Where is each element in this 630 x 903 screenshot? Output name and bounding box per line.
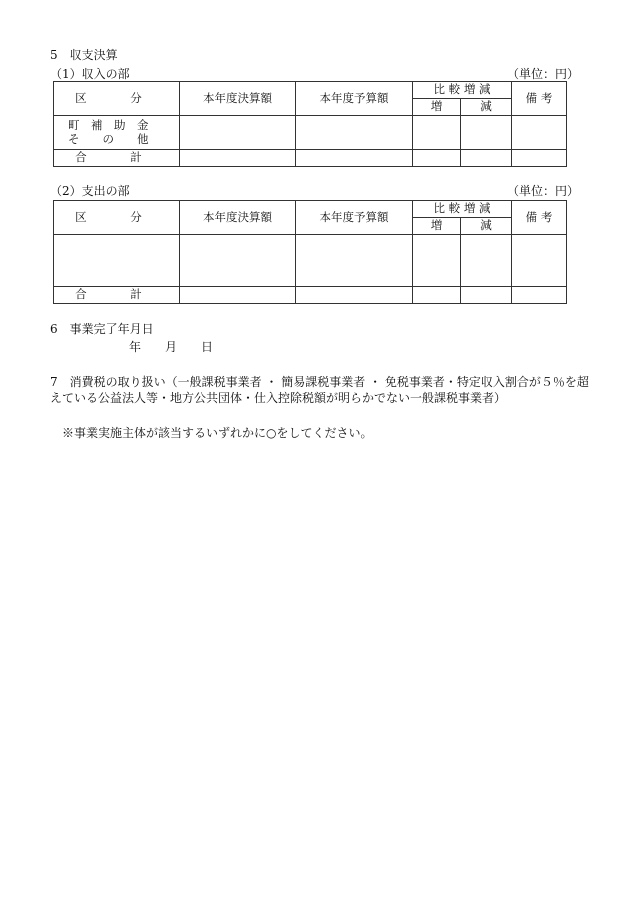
income-header-increase: 増: [413, 99, 461, 116]
expense-header-comparison: 比 較 増 減: [413, 201, 512, 218]
expense-cell[interactable]: [512, 235, 567, 287]
income-cell[interactable]: [413, 116, 461, 150]
expense-header-increase: 増: [413, 218, 461, 235]
expense-cell[interactable]: [512, 287, 567, 304]
section6-heading: 6 事業完了年月日: [50, 322, 154, 336]
income-cell[interactable]: [461, 150, 512, 167]
expense-table: [53, 200, 567, 304]
expense-header-budget: 本年度予算額: [296, 201, 413, 235]
income-row-items: [54, 116, 180, 150]
tax-handling-note: ※事業実施主体が該当するいずれかに○をしてください。: [62, 426, 373, 440]
expense-cell[interactable]: [54, 235, 180, 287]
expense-cell[interactable]: [413, 287, 461, 304]
expense-cell[interactable]: [461, 287, 512, 304]
income-header-category: 区 分: [54, 82, 180, 116]
expense-header-actual: 本年度決算額: [180, 201, 296, 235]
income-row-other: そ の 他: [68, 131, 149, 146]
income-header-decrease: 減: [461, 99, 512, 116]
income-cell[interactable]: [461, 116, 512, 150]
income-cell[interactable]: [512, 116, 567, 150]
expense-cell[interactable]: [180, 235, 296, 287]
expense-cell[interactable]: [461, 235, 512, 287]
expense-title: （2）支出の部: [50, 184, 130, 198]
expense-header-remarks: 備 考: [512, 201, 567, 235]
income-cell[interactable]: [512, 150, 567, 167]
expense-total-label: 合 計: [54, 287, 180, 304]
income-cell[interactable]: [296, 116, 413, 150]
income-table: [53, 81, 567, 167]
expense-cell[interactable]: [180, 287, 296, 304]
expense-header-decrease: 減: [461, 218, 512, 235]
expense-cell[interactable]: [296, 235, 413, 287]
income-header-actual: 本年度決算額: [180, 82, 296, 116]
income-cell[interactable]: [413, 150, 461, 167]
tax-handling-text: 7 消費税の取り扱い（一般課税事業者 ・ 簡易課税事業者 ・ 免税事業者・特定収入割合が５％を超えている公益法人等・地方公共団体・仕入控除税額が明らかでない一般課税事業者）: [50, 375, 589, 405]
income-unit: （単位：円）: [507, 67, 580, 81]
expense-header-category: 区 分: [54, 201, 180, 235]
income-row-subsidy: 町 補 助 金: [68, 117, 149, 132]
income-cell[interactable]: [296, 150, 413, 167]
income-header-remarks: 備 考: [512, 82, 567, 116]
income-cell[interactable]: [180, 116, 296, 150]
expense-cell[interactable]: [296, 287, 413, 304]
income-header-comparison: 比 較 増 減: [413, 82, 512, 99]
expense-unit: （単位：円）: [507, 184, 580, 198]
completion-date-line: 年 月 日: [129, 340, 214, 354]
expense-cell[interactable]: [413, 235, 461, 287]
income-cell[interactable]: [180, 150, 296, 167]
income-title: （1）収入の部: [50, 67, 130, 81]
income-header-budget: 本年度予算額: [296, 82, 413, 116]
income-total-label: 合 計: [54, 150, 180, 167]
section5-heading: 5 収支決算: [50, 48, 118, 62]
